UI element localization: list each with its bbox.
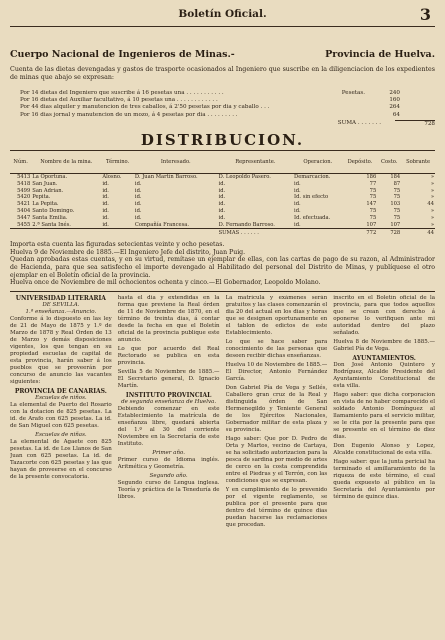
table-header-cell: Depósito. (343, 151, 378, 174)
table-header-cell: Nombre de la mina. (31, 151, 101, 174)
cost-sum-label: SUMA . . . . . . . (337, 119, 381, 126)
table-cell: 75 (393, 214, 401, 221)
table-cell: id. (134, 187, 142, 194)
col4-p2: Huelva 8 de Noviembre de 1885.—Gabriel Pía de Vega. (333, 338, 435, 352)
col3-p4: Don Gabriel Pía de Vega y Sellés, Caballero gran cruz de la Real y distinguida órden de San Hermenegildo y Teniente General de los Ejércitos Nacionales, Gobernador militar de esta plaza y su provincia. (225, 384, 328, 433)
cost-row-value: 64 (392, 111, 400, 118)
col1-p2: La elemental de Puerto del Rosario con la dotacion de 825 pesetas. La id. de Arafo con 625 pesetas. La id. de San Miguel con 625 pesetas. (10, 401, 112, 429)
table-header-row (10, 151, 435, 174)
table-sum-label: SUMAS . . . . . . (218, 229, 293, 237)
table-cell: 5404 (17, 208, 31, 214)
table-cell: id. (294, 187, 301, 194)
table-cell: » (430, 208, 434, 214)
table-cell: id. (218, 208, 226, 214)
table-cell: Compañía Francesa. (134, 221, 189, 228)
table-row (10, 222, 435, 229)
table-sum-empty (10, 229, 31, 237)
table-sum-value: 44 (401, 229, 435, 237)
col1-subheading: DE SEVILLA. (42, 301, 80, 308)
table-header-cell: Representante. (218, 151, 293, 174)
table-cell: 107 (390, 221, 401, 228)
table-cell: id. (294, 208, 301, 214)
table-cell: Alosno. (102, 174, 122, 181)
table-row (10, 188, 435, 195)
table-cell: id. (218, 194, 226, 201)
cost-row (10, 104, 435, 111)
after-table-line: Huelva 9 de Noviembre de 1885.—El Ingeniero Jefe del distrito, Juan Puig. (10, 248, 246, 256)
table-cell: id. (218, 180, 226, 187)
table-sum-empty (31, 229, 101, 237)
table-cell: D. Juan Martín Barroso. (134, 174, 198, 181)
table-cell: Id. efectuada. (294, 214, 331, 221)
table-body (10, 174, 435, 238)
table-cell: Pepita. (32, 194, 51, 201)
table-cell: 5418 (17, 180, 31, 187)
table-cell: 184 (390, 174, 401, 181)
table-sum-value: 772 (343, 229, 378, 237)
table-cell: id. (134, 208, 142, 214)
col2-p1: hasta el dia y extendidas en la forma que previene la Real órden de 11 de Noviembre de 1870, en el término de treinta dias, á contar desde la fecha en que el Boletín oficial de la provincia publique este anuncio. (117, 294, 220, 343)
after-table-line: Importa esta cuenta las figuradas setecientas veinte y ocho pesetas. (10, 241, 225, 249)
col3-p2: Lo que se hace saber para conocimiento de las personas que deseen recibir dichas enseñanzas. (225, 338, 328, 359)
table-cell: id. (218, 187, 226, 194)
cost-row-desc: Por 16 dias jornal y manutencion de un mozo, á 4 pesetas por dia . . . . . . . . . (20, 111, 238, 118)
col3-p5: Hago saber: Que por D. Pedro de Orta y Martos, vecino de Cartaya, se ha solicitado autorizacion para la pesca de sardina por medio de artes de cerco en la costa comprendida entre el Piedras y el Terrón, con las condiciones que se expresan. (225, 435, 328, 484)
col1-prov-heading: PROVINCIA DE CANARIAS. (14, 387, 107, 395)
col3-p3: Huelva 10 de Noviembre de 1885.—El Director, Antonio Fernández García. (225, 361, 328, 382)
table-cell: 75 (369, 214, 377, 221)
right-title: Provincia de Huelva. (325, 49, 435, 60)
cost-sum-value: 728 (395, 120, 435, 128)
table-cell: id. (102, 214, 109, 221)
table-cell: La Oportuna. (32, 174, 68, 181)
table-header-cell: Término. (101, 151, 134, 174)
col4-p4: Hago saber: que dicha corporacion en vista de no haber comparecido el soldado Antonio Domínguez al llamamiento para el servicio militar, se le cita por la presente para que se presente en el término de diez dias. (333, 391, 435, 440)
table-row (10, 208, 435, 215)
table-cell: id. (294, 221, 301, 228)
table-header-cell: Interesado. (134, 151, 218, 174)
cost-sum (10, 120, 435, 128)
cost-row-value: 264 (389, 104, 400, 111)
col4-p3: Don José Antonio Quintero y Rodríguez, Alcalde Presidente del Ayuntamiento Constitucional de esta villa. (333, 361, 435, 389)
col4-heading: AYUNTAMIENTOS. (352, 354, 416, 362)
table-cell: id. (102, 194, 109, 201)
col2-p3: Sevilla 5 de Noviembre de 1885.—El Secretario general, D. Ignacio Martín. (117, 368, 220, 389)
table-cell: id. (134, 201, 142, 208)
table-cell: id. (102, 180, 109, 187)
table-cell: id. (134, 214, 142, 221)
table-sum-value: 728 (377, 229, 401, 237)
table-row (10, 174, 435, 181)
table-cell: 75 (369, 208, 377, 214)
col1-p1: Conforme á lo dispuesto en las ley de 21 de Mayo de 1875 y 1.º de Marzo de 1878 y Real Órden de 13 de Marzo y demás disposiciones vigentes, los que tengan en su propiedad escuelas de capital de esta provincia, harán saber á los pueblos que se proveerán por concurso de anuncio las vacantes siguientes: (10, 315, 112, 385)
table-cell: 5499 (17, 187, 31, 194)
cost-row-desc: Por 14 dietas del Ingeniero que suscribe á 16 pesetas una . . . . . . . . . . . (20, 90, 224, 96)
column-3 (226, 295, 328, 531)
table-cell: 2.ª Santa Inés. (32, 221, 71, 228)
col1-p3: La elemental de Agaete con 825 pesetas. La id. de Los Llanos de San Juan con 625 pesetas. La id. de Tazacorte con 625 pesetas y las que hayan de proveerse en el concurso de la presente convocatoria. (10, 438, 112, 480)
table-cell: D. Leopoldo Pasero. (218, 174, 271, 181)
table-sum-empty (293, 229, 343, 237)
table-sum-row (10, 229, 435, 237)
table-cell: San Adrian. (32, 187, 64, 194)
table-cell: id. (294, 180, 301, 187)
table-sum-empty (134, 229, 218, 237)
col2-sec2: Segundo año. (149, 472, 188, 479)
table-cell: id. (218, 214, 226, 221)
cost-statement (10, 90, 435, 128)
table-cell: » (430, 221, 434, 228)
col2-subheading: de segunda enseñanza de Huelva. (121, 398, 217, 405)
table-header-cell: Costo. (377, 151, 401, 174)
table-cell: 5413 (17, 174, 31, 181)
table-cell: 75 (369, 194, 377, 201)
table-cell: Id. sin efecto (294, 194, 329, 201)
table-cell: id. (294, 201, 301, 208)
table-sum-empty (101, 229, 134, 237)
table-cell: 186 (366, 174, 377, 181)
page-header-title: Boletín Oficial. (178, 8, 267, 20)
col1-heading: UNIVERSIDAD LITERARIA (15, 294, 106, 302)
table-cell: 77 (369, 180, 377, 187)
table-row (10, 201, 435, 208)
table-cell: La Pepita. (32, 201, 59, 208)
distribution-table (10, 151, 435, 237)
four-column-section (10, 291, 435, 531)
pesetas-label: Pesetas. (341, 90, 365, 96)
table-cell: San Juan. (32, 180, 58, 187)
column-4 (333, 295, 435, 531)
table-cell: id. (102, 187, 109, 194)
table-cell: 75 (393, 194, 401, 201)
col1-sec2: Escuelas de niñas. (35, 431, 87, 438)
col4-p5: Don Eugenio Alonso y Lopez, Alcalde constitucional de esta villa. (333, 442, 435, 456)
section-titles (10, 49, 435, 60)
column-1 (10, 295, 112, 531)
page-header (10, 6, 435, 27)
after-table-text (10, 241, 435, 287)
col4-p6: Hago saber: que la junta pericial ha terminado el amillaramiento de la riqueza de este término, el cual queda expuesto al público en la Secretaría del Ayuntamiento por término de quince dias. (333, 458, 435, 500)
col3-p6: Y en cumplimiento de lo prevenido por el vigente reglamento, se publica por el presente para que dentro del término de quince dias puedan hacerse las reclamaciones que procedan. (225, 486, 328, 528)
col1-sec1: Escuelas de niños. (35, 394, 87, 401)
cost-row-desc: Por 44 dias alquiler y manutencion de tres caballos, á 2'50 pesetas por dia y caballo . . . (20, 104, 270, 111)
table-cell: 44 (427, 201, 434, 208)
table-cell: 147 (366, 201, 377, 208)
table-cell: » (430, 187, 434, 194)
col2-p2: Lo que por acuerdo del Real Rectorado se publica en esta provincia. (117, 345, 220, 366)
col2-heading: INSTITUTO PROVINCIAL (125, 391, 212, 399)
cost-row (10, 112, 435, 119)
col2-p4: Debiendo comenzar en este Establecimiento la matrícula de enseñanza libre, quedará abierta del 1.º al 30 del corriente Noviembre en la Secretaría de este Instituto. (117, 405, 220, 447)
intro-paragraph: Cuenta de las dietas devengadas y gastos de trasporte ocasionados al Ingeniero que suscribe en la diligenciacion de los expedientes de minas que abajo se expresan: (10, 66, 435, 81)
left-title: Cuerpo Nacional de Ingenieros de Minas.- (10, 49, 235, 60)
cost-row-desc: Por 16 dietas del Auxiliar facultativo, á 10 pesetas una . . . . . . . . . . . . (20, 97, 218, 104)
table-cell: id. (102, 208, 109, 214)
table-header-cell: Núm. (10, 151, 31, 174)
table-cell: » (430, 180, 434, 187)
col1-edict: 1.ª enseñanza.—Anuncio. (25, 308, 97, 315)
table-header-cell: Sobrante (401, 151, 435, 174)
table-cell: 75 (369, 187, 377, 194)
table-cell: » (430, 194, 434, 201)
distribucion-title: DISTRIBUCION. (10, 131, 435, 151)
cost-row-value: 240 (389, 90, 400, 96)
table-cell: » (430, 214, 434, 221)
col2-p6: Segundo curso de Lengua inglesa. Teoría y práctica de la Teneduría de libros. (117, 479, 220, 500)
table-row (10, 215, 435, 222)
table-cell: 75 (393, 208, 401, 214)
table-cell: 87 (393, 180, 401, 187)
table-cell: id. (134, 180, 142, 187)
page-number: 3 (419, 5, 431, 24)
table-cell: Santo Domingo. (32, 208, 75, 214)
after-table-line: Huelva once de Noviembre de mil ochocientos ochenta y cinco.—El Gobernador, Leopoldo Molano. (10, 279, 321, 287)
table-cell: » (430, 174, 434, 181)
table-cell: 75 (393, 187, 401, 194)
after-table-line: Quedan aprobadas estas cuentas, y en su virtud, remítase un ejemplar de ellas, con las cartas de pago de su razon, al Administrador de Hacienda, para que sea satisfecho el importe devengado al Habilitado del personal del Distrito de Minas, y publíquese el otro ejemplar en el Boletín oficial de la provincia. (10, 256, 435, 279)
table-cell: 5421 (17, 201, 31, 208)
table-cell: D. Fernando Barroso. (218, 221, 275, 228)
column-2 (118, 295, 220, 531)
cost-rows (10, 90, 435, 119)
table-cell: id. (218, 201, 226, 208)
table-cell: id. (134, 194, 142, 201)
table-cell: 5420 (17, 194, 31, 201)
col3-p1: La matrícula y exámenes serán gratuitos y las clases comenzarán el dia 20 del actual en los dias y horas que se designen oportunamente en el tablon de edictos de este Establecimiento. (225, 294, 328, 336)
cost-row-value: 160 (389, 97, 400, 104)
table-cell: 107 (366, 221, 377, 228)
table-cell: Demarcacion. (294, 174, 331, 181)
table-row (10, 194, 435, 201)
table-cell: id. (102, 221, 109, 228)
table-cell: 5455 (17, 221, 31, 228)
table-cell: 103 (390, 201, 401, 208)
table-row (10, 181, 435, 188)
table-cell: 5447 (17, 214, 31, 221)
col2-p5: Primer curso de Idioma inglés. Aritmética y Geometría. (117, 456, 220, 470)
col4-p1: inscrito en el Boletín oficial de la provincia, para que todos aquellos que se crean con derecho á oponerse lo verifiquen ante mi autoridad dentro del plazo señalado. (333, 294, 435, 336)
table-header-cell: Operacion. (293, 151, 343, 174)
col2-sec1: Primer año. (152, 449, 185, 456)
table-cell: id. (102, 201, 109, 208)
table-cell: Santa Emilia. (32, 214, 68, 221)
